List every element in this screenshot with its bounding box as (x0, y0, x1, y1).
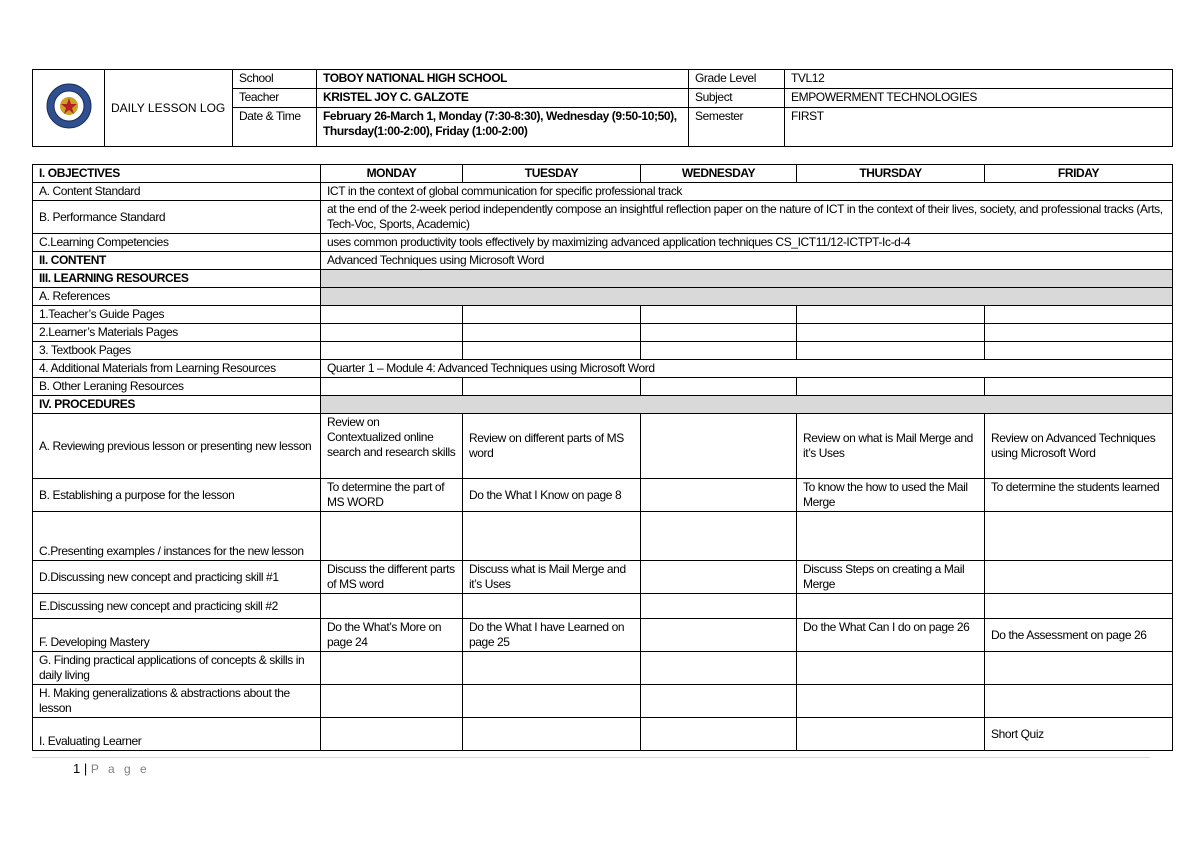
content-standard-label: A. Content Standard (33, 183, 321, 201)
table-row (33, 378, 1173, 396)
empty-cell (985, 652, 1173, 685)
teachers-guide-label: 1.Teacher’s Guide Pages (33, 306, 321, 324)
learners-materials-label: 2.Learner’s Materials Pages (33, 324, 321, 342)
additional-materials-label: 4. Additional Materials from Learning Resources (33, 360, 321, 378)
subject-label: Subject (689, 89, 785, 108)
table-row (33, 201, 1173, 234)
table-row (33, 288, 1173, 306)
performance-standard-value: at the end of the 2-week period independently compose an insightful reflection paper on the nature of ICT in the context of their lives, society, and professional tracks (Arts, Tech-Voc, Sports, Academic) (321, 201, 1173, 234)
references-shaded (321, 288, 1173, 306)
empty-cell (641, 512, 797, 561)
empty-cell (641, 378, 797, 396)
empty-cell (463, 718, 641, 751)
learning-resources-shaded (321, 270, 1173, 288)
table-row (33, 685, 1173, 718)
purpose-friday: To determine the students learned (985, 479, 1173, 512)
empty-cell (321, 718, 463, 751)
header-table (32, 69, 1173, 147)
reviewing-thursday: Review on what is Mail Merge and it’s Uses (797, 414, 985, 479)
table-row (33, 183, 1173, 201)
page-word: P a g e (90, 762, 150, 776)
empty-cell (797, 718, 985, 751)
empty-cell (641, 479, 797, 512)
teacher-label: Teacher (233, 89, 317, 108)
content-label: II. CONTENT (33, 252, 321, 270)
table-row (33, 252, 1173, 270)
empty-cell (797, 378, 985, 396)
applications-label: G. Finding practical applications of concepts & skills in daily living (33, 652, 321, 685)
table-row (33, 619, 1173, 652)
empty-cell (463, 652, 641, 685)
empty-cell (797, 512, 985, 561)
reviewing-tuesday: Review on different parts of MS word (463, 414, 641, 479)
purpose-thursday: To know the how to used the Mail Merge (797, 479, 985, 512)
friday-header: FRIDAY (985, 165, 1173, 183)
semester-value: FIRST (785, 108, 1173, 147)
school-value: TOBOY NATIONAL HIGH SCHOOL (317, 70, 689, 89)
purpose-label: B. Establishing a purpose for the lesson (33, 479, 321, 512)
empty-cell (641, 561, 797, 594)
grade-level-label: Grade Level (689, 70, 785, 89)
table-row (33, 718, 1173, 751)
competencies-value: uses common productivity tools effectively by maximizing advanced application techniques CS_ICT11/12-ICTPT-Ic-d-4 (321, 234, 1173, 252)
other-resources-label: B. Other Leraning Resources (33, 378, 321, 396)
page-footer (73, 761, 150, 776)
table-row (33, 512, 1173, 561)
table-row (33, 234, 1173, 252)
mastery-friday: Do the Assessment on page 26 (985, 619, 1173, 652)
procedures-label: IV. PROCEDURES (33, 396, 321, 414)
empty-cell (641, 324, 797, 342)
table-row (33, 479, 1173, 512)
table-row (33, 342, 1173, 360)
empty-cell (641, 414, 797, 479)
tuesday-header: TUESDAY (463, 165, 641, 183)
table-header-row (33, 165, 1173, 183)
empty-cell (321, 652, 463, 685)
date-time-value: February 26-March 1, Monday (7:30-8:30), Wednesday (9:50-10;50), Thursday(1:00-2:00), Friday (1:00-2:00) (317, 108, 689, 147)
empty-cell (797, 685, 985, 718)
presenting-label: C.Presenting examples / instances for the new lesson (33, 512, 321, 561)
reviewing-label: A. Reviewing previous lesson or presenting new lesson (33, 414, 321, 479)
empty-cell (321, 594, 463, 619)
table-row (33, 324, 1173, 342)
subject-value: EMPOWERMENT TECHNOLOGIES (785, 89, 1173, 108)
table-row (33, 414, 1173, 479)
page-separator: | (83, 761, 88, 776)
empty-cell (641, 718, 797, 751)
discussing1-tuesday: Discuss what is Mail Merge and it’s Uses (463, 561, 641, 594)
mastery-label: F. Developing Mastery (33, 619, 321, 652)
empty-cell (985, 342, 1173, 360)
empty-cell (321, 342, 463, 360)
empty-cell (463, 342, 641, 360)
empty-cell (463, 594, 641, 619)
generalizations-label: H. Making generalizations & abstractions about the lesson (33, 685, 321, 718)
empty-cell (321, 512, 463, 561)
teacher-value: KRISTEL JOY C. GALZOTE (317, 89, 689, 108)
wednesday-header: WEDNESDAY (641, 165, 797, 183)
lesson-log-table (32, 164, 1173, 751)
empty-cell (985, 324, 1173, 342)
discussing1-monday: Discuss the different parts of MS word (321, 561, 463, 594)
purpose-monday: To determine the part of MS WORD (321, 479, 463, 512)
table-row (33, 306, 1173, 324)
empty-cell (641, 594, 797, 619)
empty-cell (641, 685, 797, 718)
content-standard-value: ICT in the context of global communication for specific professional track (321, 183, 1173, 201)
empty-cell (463, 512, 641, 561)
logo-cell (33, 70, 105, 147)
empty-cell (797, 594, 985, 619)
empty-cell (463, 324, 641, 342)
empty-cell (321, 685, 463, 718)
discussing1-label: D.Discussing new concept and practicing skill #1 (33, 561, 321, 594)
table-row (33, 360, 1173, 378)
daily-lesson-log-title: DAILY LESSON LOG (105, 70, 233, 147)
empty-cell (985, 594, 1173, 619)
empty-cell (641, 652, 797, 685)
empty-cell (985, 512, 1173, 561)
table-row (33, 594, 1173, 619)
empty-cell (641, 306, 797, 324)
learning-resources-label: III. LEARNING RESOURCES (33, 270, 321, 288)
empty-cell (321, 306, 463, 324)
competencies-label: C.Learning Competencies (33, 234, 321, 252)
reviewing-monday: Review on Contextualized online search and research skills (321, 414, 463, 479)
mastery-monday: Do the What’s More on page 24 (321, 619, 463, 652)
empty-cell (463, 685, 641, 718)
empty-cell (641, 342, 797, 360)
performance-standard-label: B. Performance Standard (33, 201, 321, 234)
empty-cell (463, 306, 641, 324)
empty-cell (985, 378, 1173, 396)
date-time-label: Date & Time (233, 108, 317, 147)
discussing1-thursday: Discuss Steps on creating a Mail Merge (797, 561, 985, 594)
empty-cell (985, 561, 1173, 594)
empty-cell (321, 378, 463, 396)
empty-cell (797, 324, 985, 342)
additional-materials-value: Quarter 1 – Module 4: Advanced Techniques using Microsoft Word (321, 360, 1173, 378)
procedures-shaded (321, 396, 1173, 414)
deped-seal-icon (46, 83, 92, 129)
table-row (33, 270, 1173, 288)
table-row (33, 396, 1173, 414)
school-label: School (233, 70, 317, 89)
monday-header: MONDAY (321, 165, 463, 183)
page-number: 1 (73, 761, 81, 776)
objectives-header: I. OBJECTIVES (33, 165, 321, 183)
empty-cell (985, 685, 1173, 718)
purpose-tuesday: Do the What I Know on page 8 (463, 479, 641, 512)
table-row (33, 561, 1173, 594)
thursday-header: THURSDAY (797, 165, 985, 183)
references-label: A. References (33, 288, 321, 306)
grade-level-value: TVL12 (785, 70, 1173, 89)
empty-cell (797, 306, 985, 324)
empty-cell (641, 619, 797, 652)
evaluating-friday: Short Quiz (985, 718, 1173, 751)
empty-cell (797, 342, 985, 360)
table-row (33, 652, 1173, 685)
mastery-tuesday: Do the What I have Learned on page 25 (463, 619, 641, 652)
mastery-thursday: Do the What Can I do on page 26 (797, 619, 985, 652)
reviewing-friday: Review on Advanced Techniques using Microsoft Word (985, 414, 1173, 479)
semester-label: Semester (689, 108, 785, 147)
empty-cell (985, 306, 1173, 324)
empty-cell (797, 652, 985, 685)
discussing2-label: E.Discussing new concept and practicing skill #2 (33, 594, 321, 619)
content-value: Advanced Techniques using Microsoft Word (321, 252, 1173, 270)
empty-cell (463, 378, 641, 396)
evaluating-label: I. Evaluating Learner (33, 718, 321, 751)
textbook-label: 3. Textbook Pages (33, 342, 321, 360)
footer-divider (32, 757, 1150, 758)
empty-cell (321, 324, 463, 342)
